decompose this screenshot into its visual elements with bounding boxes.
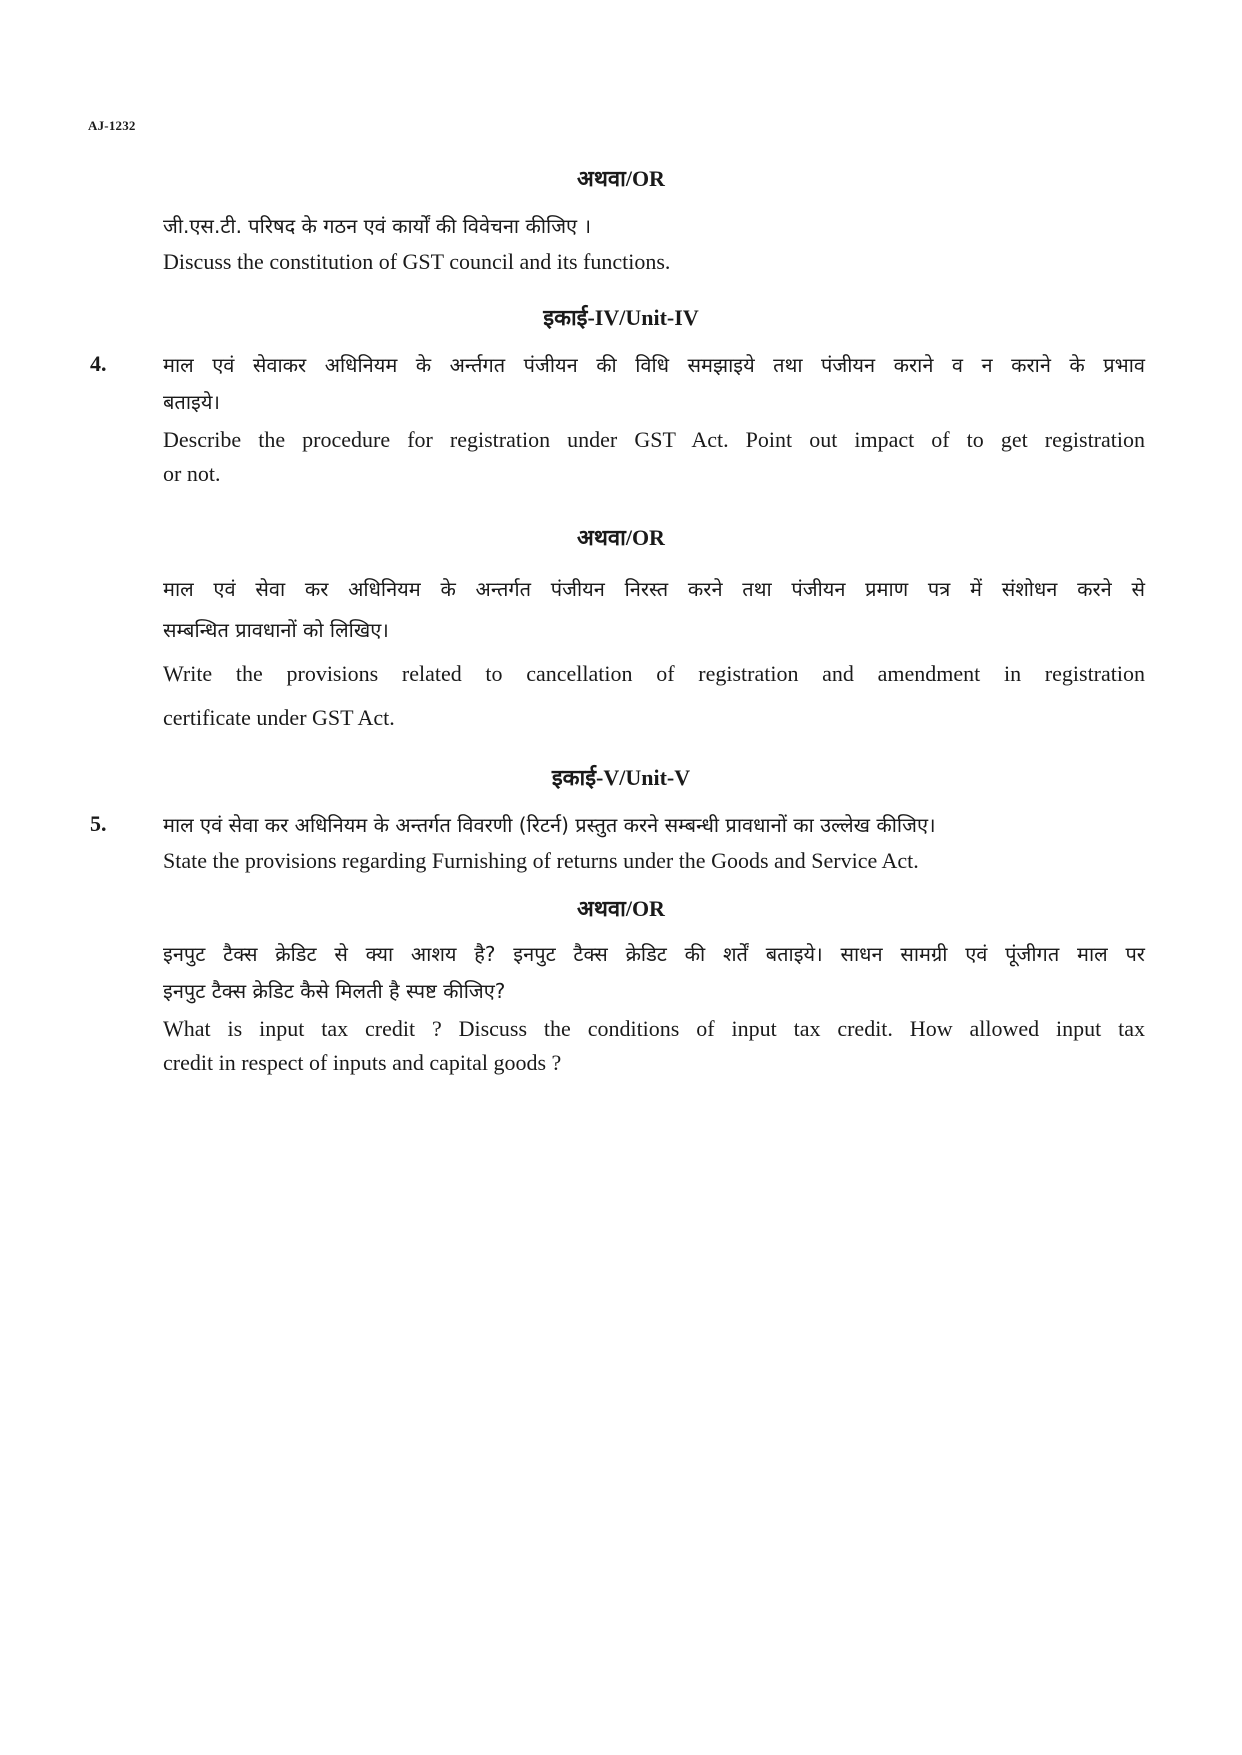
- question-text-hindi: माल एवं सेवाकर अधिनियम के अर्न्तगत पंजीयन की विधि समझाइये तथा पंजीयन कराने व न कराने के प्रभाव: [163, 353, 1145, 377]
- question-4: [163, 351, 1145, 487]
- question-3-alternative: [163, 212, 1145, 275]
- question-5-alternative: [163, 940, 1145, 1076]
- page-code: AJ-1232: [88, 118, 136, 133]
- unit-iv-heading: इकाई-IV/Unit-IV: [543, 305, 699, 330]
- question-text-english: credit in respect of inputs and capital goods ?: [163, 1050, 562, 1075]
- question-4-alternative: [163, 575, 1145, 731]
- question-text-hindi: इनपुट टैक्स क्रेडिट कैसे मिलती है स्पष्ट कीजिए?: [163, 979, 506, 1003]
- question-text-english: Discuss the constitution of GST council and its functions.: [163, 249, 671, 274]
- or-heading: अथवा/OR: [577, 525, 665, 550]
- question-text-hindi: माल एवं सेवा कर अधिनियम के अन्तर्गत विवरणी (रिटर्न) प्रस्तुत करने सम्बन्धी प्रावधानों का उल्लेख कीजिए।: [163, 813, 936, 837]
- question-text-english: Write the provisions related to cancellation of registration and amendment in registration: [163, 661, 1145, 686]
- unit-v-heading: इकाई-V/Unit-V: [551, 765, 691, 790]
- question-number: 5.: [90, 811, 107, 836]
- question-text-hindi: माल एवं सेवा कर अधिनियम के अन्तर्गत पंजीयन निरस्त करने तथा पंजीयन प्रमाण पत्र में संशोधन करने से: [163, 577, 1145, 601]
- question-text-english: Describe the procedure for registration under GST Act. Point out impact of to get registration: [163, 427, 1145, 452]
- question-text-hindi: इनपुट टैक्स क्रेडिट से क्या आशय है? इनपुट टैक्स क्रेडिट की शर्तें बताइये। साधन सामग्री एवं पूंजीगत माल पर: [163, 942, 1145, 966]
- question-text-english: What is input tax credit ? Discuss the conditions of input tax credit. How allowed input tax: [163, 1016, 1145, 1041]
- or-heading: अथवा/OR: [577, 166, 665, 191]
- or-heading: अथवा/OR: [577, 896, 665, 921]
- question-text-english: State the provisions regarding Furnishing of returns under the Goods and Service Act.: [163, 848, 919, 873]
- question-5: [163, 811, 1145, 874]
- question-text-english: or not.: [163, 461, 221, 486]
- question-text-hindi: सम्बन्धित प्रावधानों को लिखिए।: [163, 618, 389, 642]
- question-text-english: certificate under GST Act.: [163, 705, 395, 730]
- question-number: 4.: [90, 351, 107, 376]
- question-text-hindi: जी.एस.टी. परिषद के गठन एवं कार्यों की विवेचना कीजिए ।: [163, 214, 592, 238]
- question-text-hindi: बताइये।: [163, 390, 220, 414]
